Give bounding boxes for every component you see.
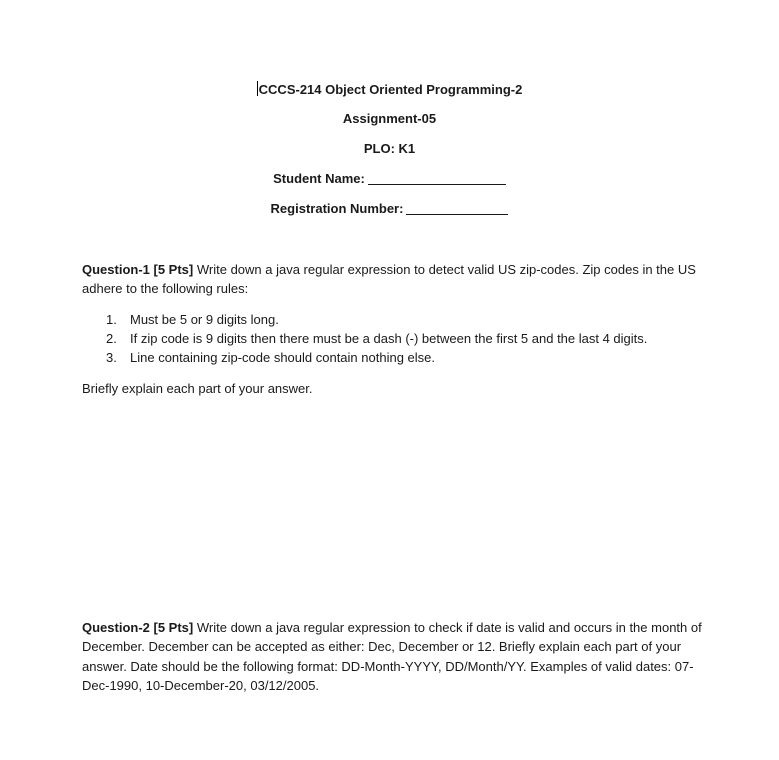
question-1-instruction: Briefly explain each part of your answer. <box>82 381 313 396</box>
list-number: 3. <box>106 350 117 365</box>
list-item <box>106 348 706 367</box>
question-1-body: Write down a java regular expression to detect valid US zip-codes. Zip codes in the US adhere to the following rules: <box>82 262 696 297</box>
plo-label: PLO: K1 <box>363 141 416 156</box>
student-name-label: Student Name: <box>273 171 365 186</box>
assignment-title: Assignment-05 <box>342 111 437 126</box>
question-2-label: Question-2 [5 Pts] <box>82 620 194 635</box>
zip-rules-list <box>106 310 706 367</box>
list-number: 1. <box>106 312 117 327</box>
list-item-text: If zip code is 9 digits then there must be a dash (-) between the first 5 and the last 4 digits. <box>130 331 648 346</box>
question-2-body: Write down a java regular expression to check if date is valid and occurs in the month of December. December can be accepted as either: Dec, December or 12. Briefly explain each part of your answer. Date should be the following format: DD-Month-YYYY, DD/Month/YY. Examples of valid dates: 07-Dec-1990, 10-December-20, 03/12/2005. <box>82 620 702 693</box>
registration-label: Registration Number: <box>270 201 404 216</box>
student-name-blank[interactable] <box>368 172 506 185</box>
question-2-text <box>82 618 712 695</box>
list-number: 2. <box>106 331 117 346</box>
registration-blank[interactable] <box>406 202 508 215</box>
question-1-label: Question-1 [5 Pts] <box>82 262 194 277</box>
list-item <box>106 310 706 329</box>
question-1-text <box>82 260 712 299</box>
list-item-text: Line containing zip-code should contain nothing else. <box>130 350 435 365</box>
student-name-line <box>0 171 779 187</box>
list-item-text: Must be 5 or 9 digits long. <box>130 312 279 327</box>
text-cursor <box>257 81 258 96</box>
list-item <box>106 329 706 348</box>
registration-line <box>0 201 779 217</box>
course-title: CCCS-214 Object Oriented Programming-2 <box>258 82 523 97</box>
